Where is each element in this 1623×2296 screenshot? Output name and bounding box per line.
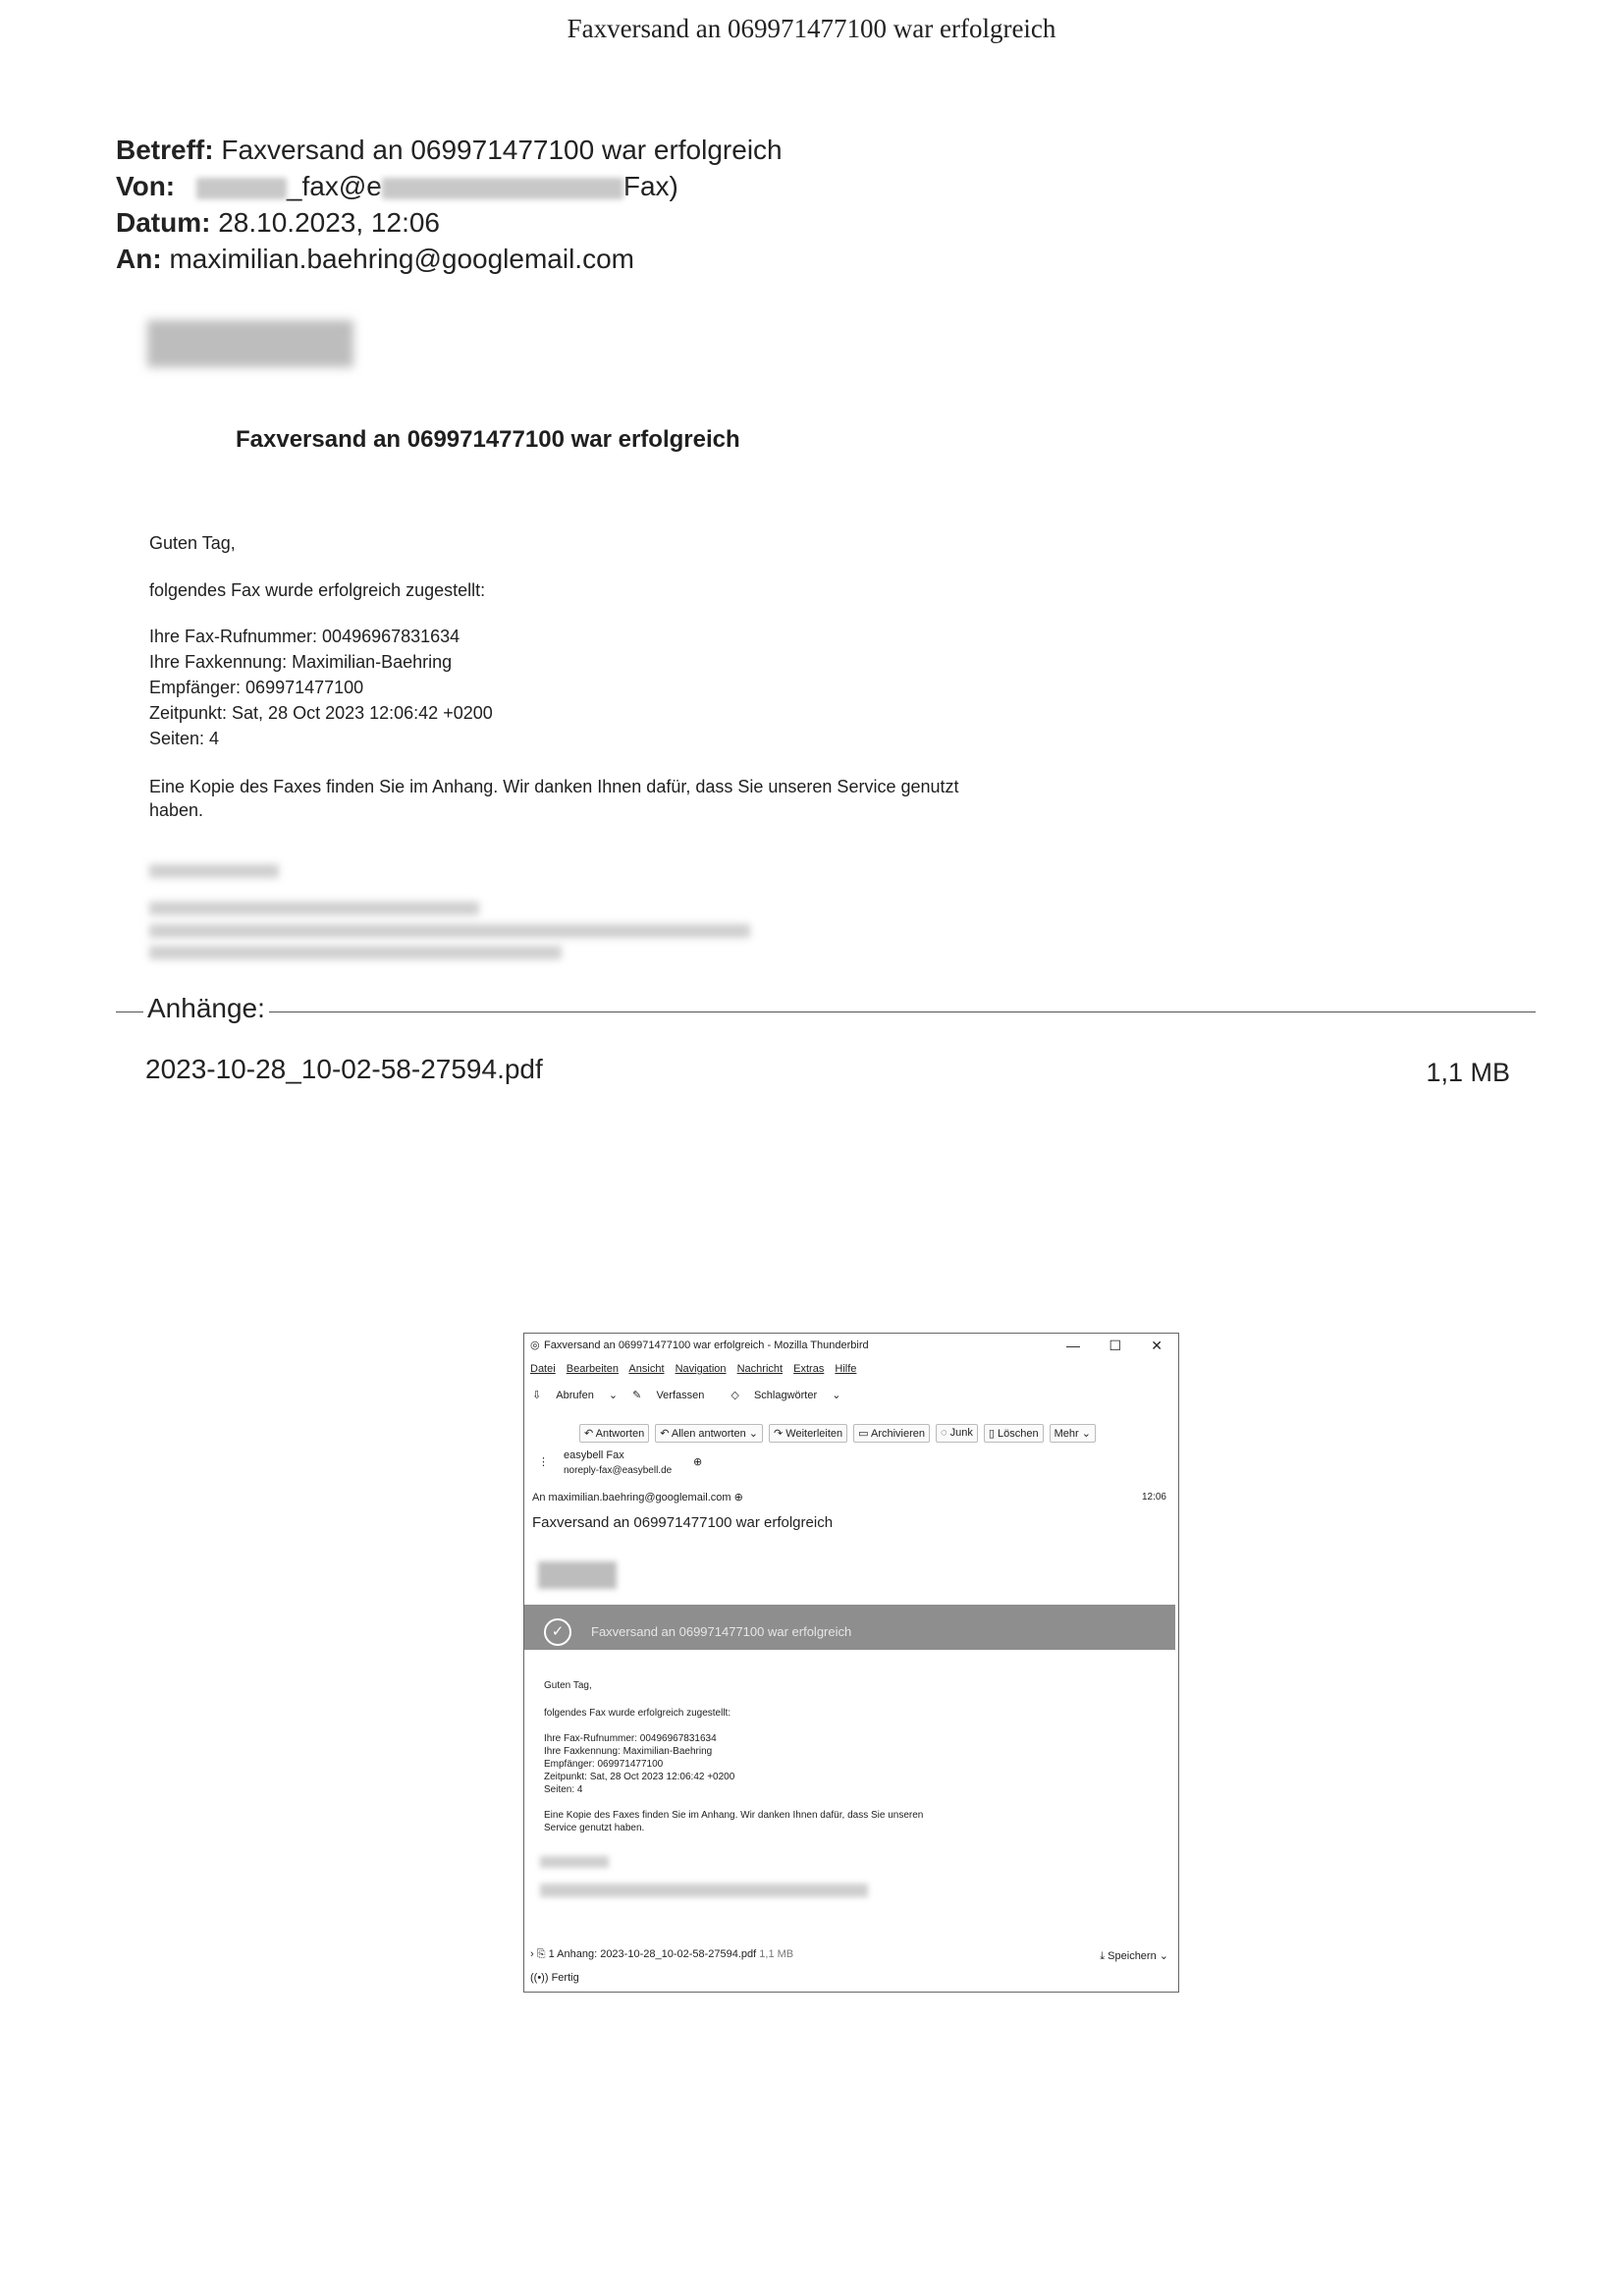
thunderbird-icon: ◎ [530, 1339, 540, 1351]
shot-timestamp: Zeitpunkt: Sat, 28 Oct 2023 12:06:42 +0200 [544, 1772, 735, 1782]
reply-all-button[interactable]: ↶ Allen antworten ⌄ [655, 1424, 763, 1443]
redacted-logo [147, 320, 353, 367]
to-label: An: [116, 244, 162, 274]
shot-closing-line-1: Eine Kopie des Faxes finden Sie im Anhang. Wir danken Ihnen dafür, dass Sie unseren [544, 1810, 924, 1821]
shot-fax-id: Ihre Faxkennung: Maximilian-Baehring [544, 1746, 713, 1757]
attachment-file-name[interactable]: 2023-10-28_10-02-58-27594.pdf [145, 1054, 543, 1084]
download-icon: ⇩ [532, 1390, 545, 1401]
tags-button[interactable]: ◇ Schlagwörter ⌄ [730, 1390, 841, 1401]
thunderbird-screenshot [523, 1333, 1179, 1993]
sender-name[interactable]: easybell Fax [564, 1449, 624, 1461]
checkmark-icon: ✓ [544, 1618, 571, 1646]
to-row [116, 241, 634, 277]
recipient-line [532, 1491, 743, 1503]
greeting: Guten Tag, [149, 533, 236, 553]
expand-icon[interactable]: ⋮ [538, 1456, 549, 1468]
chevron-right-icon[interactable]: › [530, 1948, 534, 1960]
delete-label: Löschen [997, 1428, 1039, 1440]
activity-icon: ((•)) [530, 1972, 549, 1984]
shot-recipient: Empfänger: 069971477100 [544, 1759, 664, 1770]
sender-email[interactable]: noreply-fax@easybell.de [564, 1465, 673, 1476]
junk-label: Junk [949, 1427, 973, 1439]
from-label: Von: [116, 171, 176, 201]
archive-icon: ▭ [858, 1428, 871, 1440]
menu-nachricht[interactable]: Nachricht [736, 1363, 784, 1375]
menu-extras[interactable]: Extras [793, 1363, 825, 1375]
maximize-icon[interactable]: ☐ [1109, 1338, 1121, 1353]
subject-label: Betreff: [116, 135, 214, 165]
date-row [116, 204, 440, 241]
pages: Seiten: 4 [149, 729, 220, 748]
recipient: Empfänger: 069971477100 [149, 678, 364, 697]
redacted-logo [538, 1561, 617, 1589]
delete-button[interactable] [984, 1424, 1044, 1443]
pencil-icon: ✎ [632, 1390, 645, 1401]
attachments-label: Anhänge: [143, 993, 269, 1024]
fax-number: Ihre Fax-Rufnummer: 00496967831634 [149, 627, 460, 646]
archive-button[interactable] [853, 1424, 930, 1443]
attachment-file-size: 1,1 MB [1426, 1058, 1510, 1087]
closing-line-1: Eine Kopie des Faxes finden Sie im Anhang. Wir danken Ihnen dafür, dass Sie unseren Service genutzt [149, 777, 959, 796]
timestamp: Zeitpunkt: Sat, 28 Oct 2023 12:06:42 +0200 [149, 703, 493, 723]
attachments-divider [116, 1011, 1536, 1012]
redacted-sender-part2 [382, 178, 623, 199]
reply-all-icon: ↶ [660, 1428, 672, 1440]
subject-value: Faxversand an 069971477100 war erfolgreich [221, 135, 783, 165]
save-button[interactable]: ⤓ Speichern ⌄ [1100, 1950, 1168, 1962]
fax-id: Ihre Faxkennung: Maximilian-Baehring [149, 652, 453, 672]
closing-line-2: haben. [149, 800, 204, 820]
from-value-part2: Fax) [622, 171, 678, 201]
to-value: maximilian.baehring@googlemail.com [169, 244, 634, 274]
forward-label: Weiterleiten [785, 1428, 843, 1440]
close-icon[interactable]: ✕ [1151, 1338, 1163, 1353]
page-title: Faxversand an 069971477100 war erfolgreich [567, 14, 1056, 43]
status-bar [530, 1972, 579, 1984]
date-label: Datum: [116, 207, 211, 238]
window-title: Faxversand an 069971477100 war erfolgreich - Mozilla Thunderbird [544, 1339, 869, 1351]
reply-button[interactable] [579, 1424, 649, 1443]
contact-add-icon[interactable]: ⊕ [733, 1492, 743, 1503]
menu-ansicht[interactable]: Ansicht [628, 1363, 665, 1375]
paperclip-icon: ⎘ [536, 1948, 549, 1960]
recipient-label: An [532, 1492, 546, 1503]
redacted-sender-part1 [196, 178, 287, 199]
redacted-signature-4 [149, 946, 562, 959]
mail-heading: Faxversand an 069971477100 war erfolgreich [236, 426, 740, 453]
minimize-icon[interactable]: — [1066, 1338, 1080, 1353]
shot-intro: folgendes Fax wurde erfolgreich zugestellt: [544, 1708, 731, 1719]
trash-icon: ▯ [988, 1428, 998, 1440]
compose-label: Verfassen [656, 1390, 705, 1401]
tags-label: Schlagwörter [753, 1390, 818, 1401]
menu-bearbeiten[interactable]: Bearbeiten [566, 1363, 619, 1375]
subject-row [116, 132, 783, 168]
shot-greeting: Guten Tag, [544, 1680, 592, 1691]
forward-button[interactable] [769, 1424, 847, 1443]
save-label: Speichern [1108, 1950, 1157, 1962]
recipient-email[interactable]: maximilian.baehring@googlemail.com [548, 1492, 731, 1503]
menu-datei[interactable]: Datei [530, 1363, 556, 1375]
message-time: 12:06 [1141, 1492, 1166, 1503]
menu-hilfe[interactable]: Hilfe [835, 1363, 857, 1375]
attachment-bar-size: 1,1 MB [759, 1948, 794, 1960]
menu-bar [530, 1363, 864, 1375]
shot-fax-number: Ihre Fax-Rufnummer: 00496967831634 [544, 1733, 717, 1744]
from-row [116, 168, 678, 204]
download-icon: ⤓ [1100, 1950, 1109, 1962]
junk-icon: ◌ [941, 1427, 950, 1439]
menu-navigation[interactable]: Navigation [675, 1363, 727, 1375]
forward-icon: ↷ [773, 1428, 786, 1440]
attachment-bar-text: 1 Anhang: 2023-10-28_10-02-58-27594.pdf [548, 1948, 757, 1960]
get-mail-label: Abrufen [556, 1390, 594, 1401]
shot-redacted-signature-1 [540, 1856, 609, 1868]
shot-pages: Seiten: 4 [544, 1784, 583, 1795]
reply-label: Antworten [595, 1428, 645, 1440]
attachment-bar[interactable] [530, 1948, 793, 1961]
banner-text: Faxversand an 069971477100 war erfolgreich [591, 1624, 852, 1639]
message-toolbar [579, 1424, 1096, 1443]
more-label: Mehr [1054, 1428, 1079, 1440]
reply-all-label: Allen antworten [671, 1428, 746, 1440]
shot-redacted-signature-2 [540, 1884, 868, 1897]
redacted-signature-2 [149, 902, 479, 915]
from-value-part1: _fax@e [286, 171, 382, 201]
status-text: Fertig [551, 1972, 579, 1984]
archive-label: Archivieren [871, 1428, 926, 1440]
shot-closing-line-2: Service genutzt haben. [544, 1823, 645, 1833]
reply-icon: ↶ [584, 1428, 596, 1440]
message-subject: Faxversand an 069971477100 war erfolgreich [532, 1514, 834, 1531]
junk-button[interactable] [936, 1424, 978, 1443]
date-value: 28.10.2023, 12:06 [218, 207, 440, 238]
tag-icon: ◇ [730, 1390, 742, 1401]
redacted-signature-1 [149, 864, 279, 878]
more-button[interactable]: Mehr ⌄ [1050, 1424, 1096, 1443]
get-mail-button[interactable]: ⇩ Abrufen ⌄ [532, 1390, 619, 1401]
contact-icon[interactable]: ⊕ [693, 1456, 703, 1468]
intro-text: folgendes Fax wurde erfolgreich zugestellt: [149, 580, 486, 600]
compose-button[interactable] [632, 1390, 716, 1401]
main-toolbar [532, 1389, 852, 1401]
redacted-signature-3 [149, 924, 750, 938]
